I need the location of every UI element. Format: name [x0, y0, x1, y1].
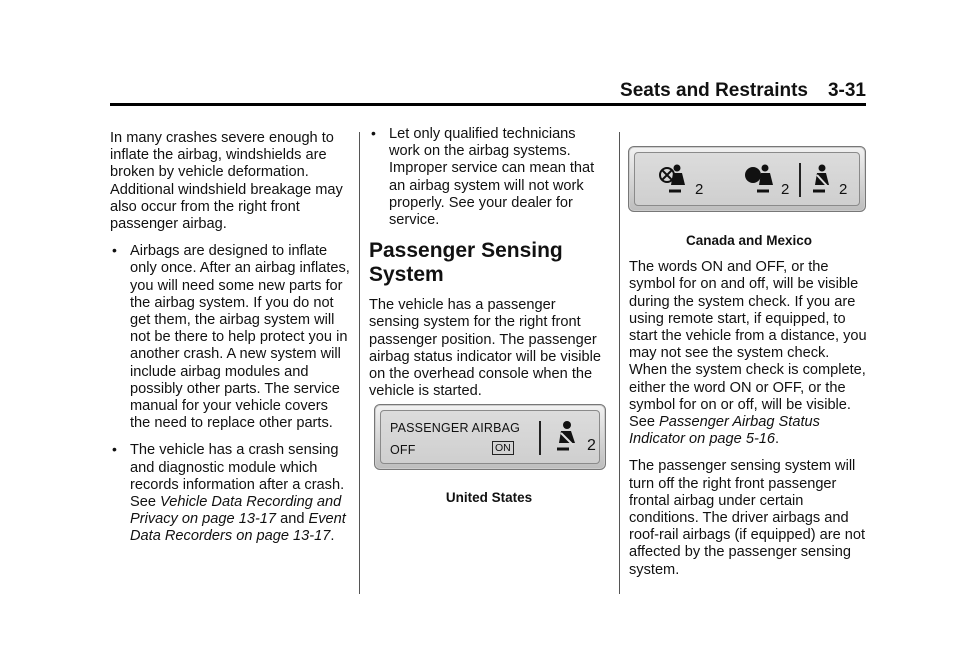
- body-paragraph: The vehicle has a passenger sensing system for the right front passenger position. The passenger airbag status indicator will be visible on the overhead console when the vehicle is started.: [369, 297, 601, 400]
- on-indicator: ON: [492, 441, 514, 455]
- column-divider-1: [359, 132, 360, 594]
- bullet-item: [110, 243, 350, 432]
- bullet-dot: •: [371, 125, 376, 141]
- figure-caption: Canada and Mexico: [685, 233, 813, 248]
- bullet-text: Airbags are designed to inflate only once. After an airbag inflates, you will need some new parts for the airbag system. If you do not get them, the airbag system will not be there to help protect you in another crash. A new system will include airbag modules and possibly other parts. The service manual for your vehicle covers the need to replace other parts.: [130, 243, 350, 432]
- left-column: [110, 130, 350, 556]
- panel-label: PASSENGER AIRBAG: [390, 421, 521, 435]
- section-heading: Passenger Sensing System: [369, 239, 563, 287]
- page-number: 3-31: [827, 80, 866, 101]
- section-title: Seats and Restraints: [620, 80, 808, 101]
- right-column: [629, 232, 869, 589]
- airbag-off-icon: [657, 163, 699, 206]
- passenger-seatbelt-icon: [549, 419, 589, 462]
- body-paragraph: The words ON and OFF, or the symbol for on and off, will be visible during the system check. If you are using remote start, if equipped, to start the vehicle from a distance, you may not see the system check. When the system check is complete, either the word ON or OFF, or the symbol for on or off, will be visible. See Passenger Airbag Status Indicator on page 5-16.: [629, 259, 867, 448]
- middle-column: [369, 126, 609, 410]
- panel-separator: [799, 163, 801, 197]
- symbol-subscript: 2: [587, 437, 597, 454]
- intro-paragraph: In many crashes severe enough to inflate the airbag, windshields are broken by vehicle deformation. Additional windshield breakage may also occur from the right front passenger airbag.: [110, 130, 343, 233]
- header-rule: [110, 103, 866, 106]
- passenger-seatbelt-icon: [807, 163, 841, 204]
- panel-separator: [539, 421, 541, 455]
- page-header: [110, 80, 866, 102]
- column-divider-2: [619, 132, 620, 594]
- bullet-text: Let only qualified technicians work on the airbag systems. Improper service can mean that an airbag system will not work properly. See your dealer for service.: [389, 126, 595, 229]
- body-paragraph: The passenger sensing system will turn off the right front passenger frontal airbag under certain conditions. The driver airbags and roof-rail airbags (if equipped) are not affected by the passenger sensing system.: [629, 458, 866, 578]
- bullet-item: [369, 126, 609, 229]
- figure-caption: United States: [445, 490, 533, 505]
- bullet-dot: •: [112, 242, 117, 259]
- bullet-dot: •: [112, 441, 117, 458]
- off-label: OFF: [390, 443, 416, 457]
- airbag-on-icon: [743, 163, 785, 206]
- cross-reference-link[interactable]: Event Data Recorders on page 13-17: [130, 511, 346, 545]
- bullet-item: • The vehicle has a crash sensing and diagnostic module which records information after a crash. See Vehicle Data Recording and Privacy on page 13-17 and Event Data Recorders on page 13-17.: [112, 441, 346, 545]
- cross-reference-link[interactable]: Vehicle Data Recording and Privacy on page 13-17: [130, 494, 342, 528]
- canada-airbag-indicator-panel: 2 2 2: [628, 146, 866, 212]
- bullet-text: The vehicle has a crash sensing and diagnostic module which records information after a crash. See: [130, 442, 345, 511]
- us-airbag-indicator-panel: [374, 404, 606, 470]
- cross-reference-link[interactable]: Passenger Airbag Status Indicator on page 5-16: [629, 414, 820, 448]
